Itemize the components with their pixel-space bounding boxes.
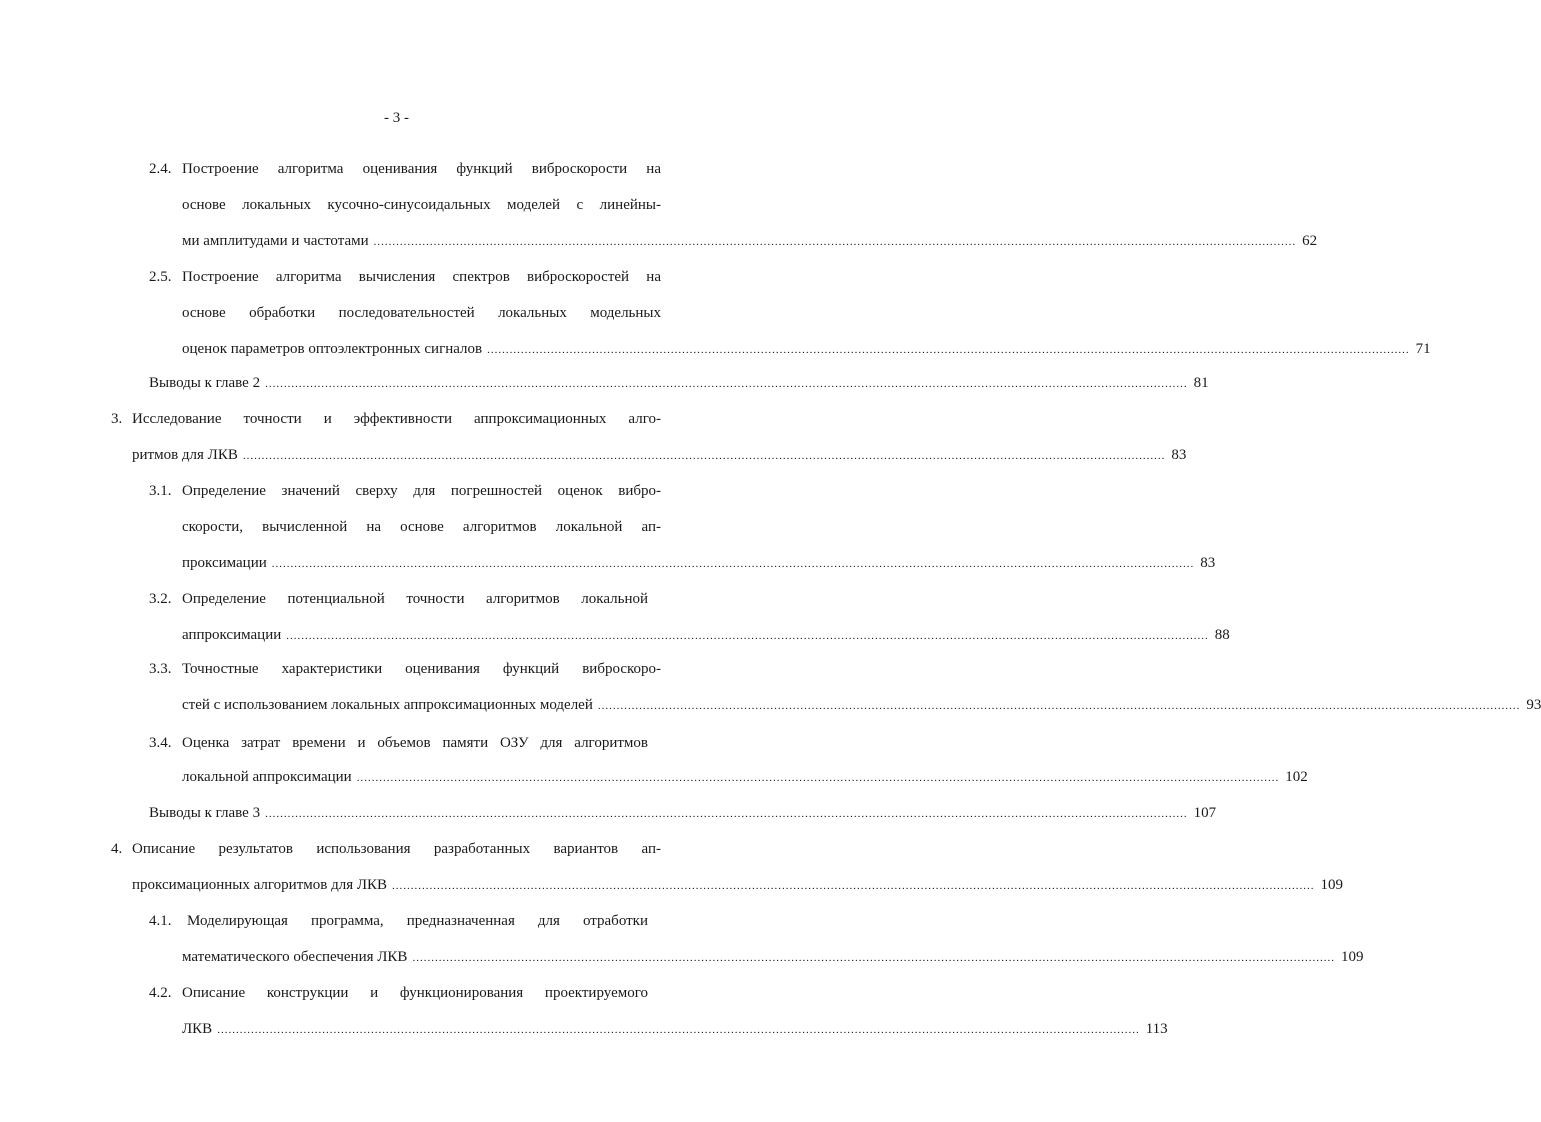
toc-entry-title-line: Описание конструкции и функционирования проектируемого — [182, 985, 648, 1001]
toc-entry-title-line: ми амплитудами и частотами — [182, 233, 369, 249]
toc-entry-title-line: Описание результатов использования разработанных вариантов ап- — [132, 841, 661, 857]
toc-page-number: 102 — [1285, 769, 1308, 785]
toc-entry-4-2[interactable] — [182, 1018, 1168, 1040]
toc-entry-2-5[interactable] — [182, 338, 1431, 360]
toc-entry-title-line: Исследование точности и эффективности аппроксимационных алго- — [132, 411, 661, 427]
dot-leader: ...................................................................................................................................................................................................................................................... — [392, 880, 1315, 892]
dot-leader: ...................................................................................................................................................................................................................................................... — [217, 1024, 1140, 1036]
toc-entry-number: 3.1. — [149, 483, 172, 499]
toc-page-number: 62 — [1302, 233, 1318, 249]
toc-entry-3[interactable] — [132, 444, 1187, 466]
toc-page-number: 93 — [1526, 697, 1541, 713]
toc-entry-title-line: Оценка затрат времени и объемов памяти ОЗУ для алгоритмов — [182, 735, 648, 751]
toc-page-number: 83 — [1200, 555, 1216, 571]
toc-page-number: 107 — [1193, 805, 1217, 821]
toc-entry-number: 2.5. — [149, 269, 172, 285]
dot-leader: ...................................................................................................................................................................................................................................................... — [286, 630, 1209, 642]
toc-entry-title-line: проксимации — [182, 555, 267, 571]
toc-entry-title-line: основе обработки последовательностей локальных модельных — [182, 305, 661, 321]
toc-page-number: 83 — [1171, 447, 1187, 463]
toc-entry-title-line: ЛКВ — [182, 1021, 213, 1037]
toc-entry-title-line: Моделирующая программа, предназначенная для отработки — [187, 913, 648, 929]
toc-page-number: 88 — [1214, 627, 1230, 643]
toc-entry-number: 3.4. — [149, 735, 172, 751]
toc-entry-ch3-conclusions[interactable] — [149, 802, 1217, 824]
toc-entry-title-line: Определение потенциальной точности алгоритмов локальной — [182, 591, 648, 607]
toc-page-number: 109 — [1340, 949, 1364, 965]
toc-entry-number: 4.2. — [149, 985, 172, 1001]
toc-entry-title-line: основе локальных кусочно-синусоидальных моделей с линейны- — [182, 197, 661, 213]
toc-entry-4-1[interactable] — [182, 946, 1364, 968]
toc-chapter-number: 3. — [111, 411, 123, 427]
dot-leader: ...................................................................................................................................................................................................................................................... — [412, 952, 1335, 964]
toc-entry-title-line: аппроксимации — [182, 627, 282, 643]
toc-entry-title-line: ритмов для ЛКВ — [132, 447, 238, 463]
toc-entry-title-line: Точностные характеристики оценивания функций виброскоро- — [182, 661, 661, 677]
dot-leader: ...................................................................................................................................................................................................................................................... — [487, 344, 1410, 356]
toc-entry-title-line: Выводы к главе 3 — [149, 805, 261, 821]
toc-entry-title-line: скорости, вычисленной на основе алгоритмов локальной ап- — [182, 519, 661, 535]
toc-entry-3-2[interactable] — [182, 624, 1230, 646]
toc-entry-number: 2.4. — [149, 161, 172, 177]
toc-entry-title-line: проксимационных алгоритмов для ЛКВ — [132, 877, 388, 893]
toc-chapter-number: 4. — [111, 841, 123, 857]
toc-entry-3-4[interactable] — [182, 766, 1308, 788]
toc-entry-number: 3.2. — [149, 591, 172, 607]
toc-entry-title-line: Определение значений сверху для погрешностей оценок вибро- — [182, 483, 661, 499]
toc-entry-3-1[interactable] — [182, 552, 1216, 574]
toc-entry-title-line: стей с использованием локальных аппроксимационных моделей — [182, 697, 593, 713]
toc-entry-title-line: оценок параметров оптоэлектронных сигналов — [182, 341, 483, 357]
toc-page-number: 81 — [1193, 375, 1209, 391]
toc-entry-title-line: локальной аппроксимации — [182, 769, 352, 785]
toc-entry-number: 3.3. — [149, 661, 172, 677]
dot-leader: ...................................................................................................................................................................................................................................................... — [242, 450, 1166, 462]
toc-entry-title-line: Выводы к главе 2 — [149, 375, 261, 391]
toc-entry-title-line: Построение алгоритма оценивания функций виброскорости на — [182, 161, 661, 177]
dot-leader: ...................................................................................................................................................................................................................................................... — [373, 236, 1297, 248]
toc-entry-ch2-conclusions[interactable] — [149, 372, 1209, 394]
toc-entry-2-4[interactable] — [182, 230, 1318, 252]
dot-leader: ...................................................................................................................................................................................................................................................... — [265, 808, 1188, 820]
toc-entry-3-3[interactable] — [182, 694, 1541, 716]
toc-entry-4[interactable] — [132, 874, 1344, 896]
toc-page-number: 109 — [1320, 877, 1344, 893]
dot-leader: ...................................................................................................................................................................................................................................................... — [265, 378, 1188, 390]
toc-entry-title-line: математического обеспечения ЛКВ — [182, 949, 408, 965]
dot-leader: ...................................................................................................................................................................................................................................................... — [597, 700, 1521, 712]
dot-leader: ...................................................................................................................................................................................................................................................... — [271, 558, 1195, 570]
toc-entry-title-line: Построение алгоритма вычисления спектров виброскоростей на — [182, 269, 661, 285]
dot-leader: ...................................................................................................................................................................................................................................................... — [356, 772, 1280, 784]
toc-page-number: 113 — [1145, 1021, 1168, 1037]
toc-page-number: 71 — [1415, 341, 1431, 357]
page-number: - 3 - — [384, 110, 409, 126]
toc-entry-number: 4.1. — [149, 913, 172, 929]
